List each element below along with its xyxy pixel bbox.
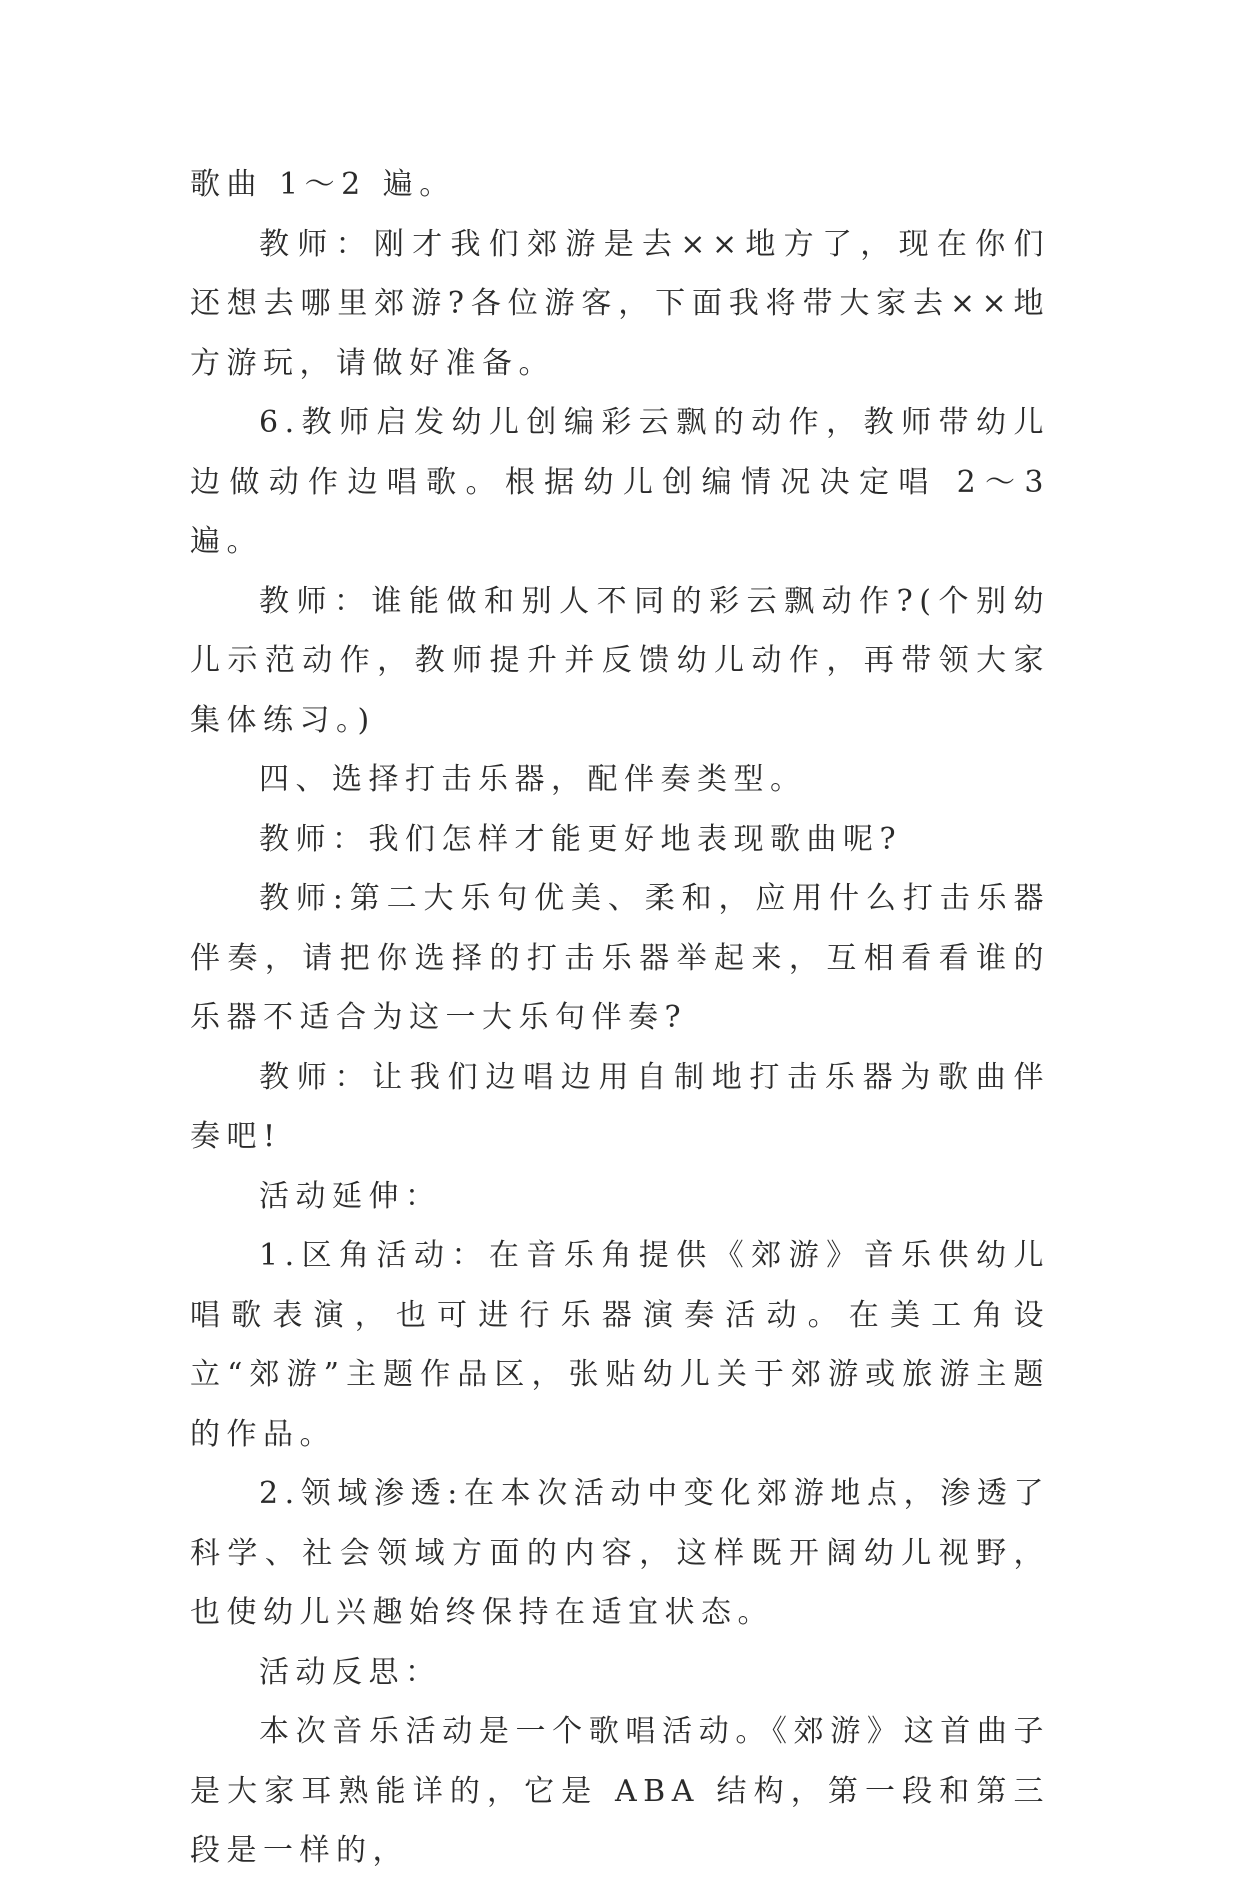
paragraph: 教师：我们怎样才能更好地表现歌曲呢?: [259, 821, 903, 857]
paragraph: 6.教师启发幼儿创编彩云飘的动作，教师带幼儿边做动作边唱歌。根据幼儿创编情况决定唱 2～3 遍。: [190, 405, 1050, 559]
paragraph: 本次音乐活动是一个歌唱活动。《郊游》这首曲子是大家耳熟能详的，它是 ABA 结构，第一段和第三段是一样的，: [190, 1714, 1050, 1868]
paragraph: 教师：刚才我们郊游是去××地方了，现在你们还想去哪里郊游?各位游客，下面我将带大家去××地方游玩，请做好准备。: [190, 226, 1050, 381]
paragraph: 歌曲 1～2 遍。: [190, 167, 456, 202]
section-heading: 活动反思：: [259, 1654, 442, 1690]
document-body: [190, 155, 1050, 1881]
section-heading: 活动延伸：: [259, 1178, 442, 1214]
paragraph: 教师:第二大乐句优美、柔和，应用什么打击乐器伴奏，请把你选择的打击乐器举起来，互相看看谁的乐器不适合为这一大乐句伴奏?: [190, 881, 1050, 1035]
paragraph: 教师：谁能做和别人不同的彩云飘动作?(个别幼儿示范动作，教师提升并反馈幼儿动作，再带领大家集体练习。): [190, 583, 1050, 738]
paragraph: 2.领域渗透:在本次活动中变化郊游地点，渗透了科学、社会领域方面的内容，这样既开阔幼儿视野，也使幼儿兴趣始终保持在适宜状态。: [190, 1476, 1050, 1630]
paragraph: 四、选择打击乐器，配伴奏类型。: [259, 762, 807, 797]
paragraph: 教师：让我们边唱边用自制地打击乐器为歌曲伴奏吧!: [190, 1059, 1050, 1154]
paragraph: 1.区角活动：在音乐角提供《郊游》音乐供幼儿唱歌表演，也可进行乐器演奏活动。在美工角设立“郊游”主题作品区，张贴幼儿关于郊游或旅游主题的作品。: [190, 1238, 1050, 1452]
